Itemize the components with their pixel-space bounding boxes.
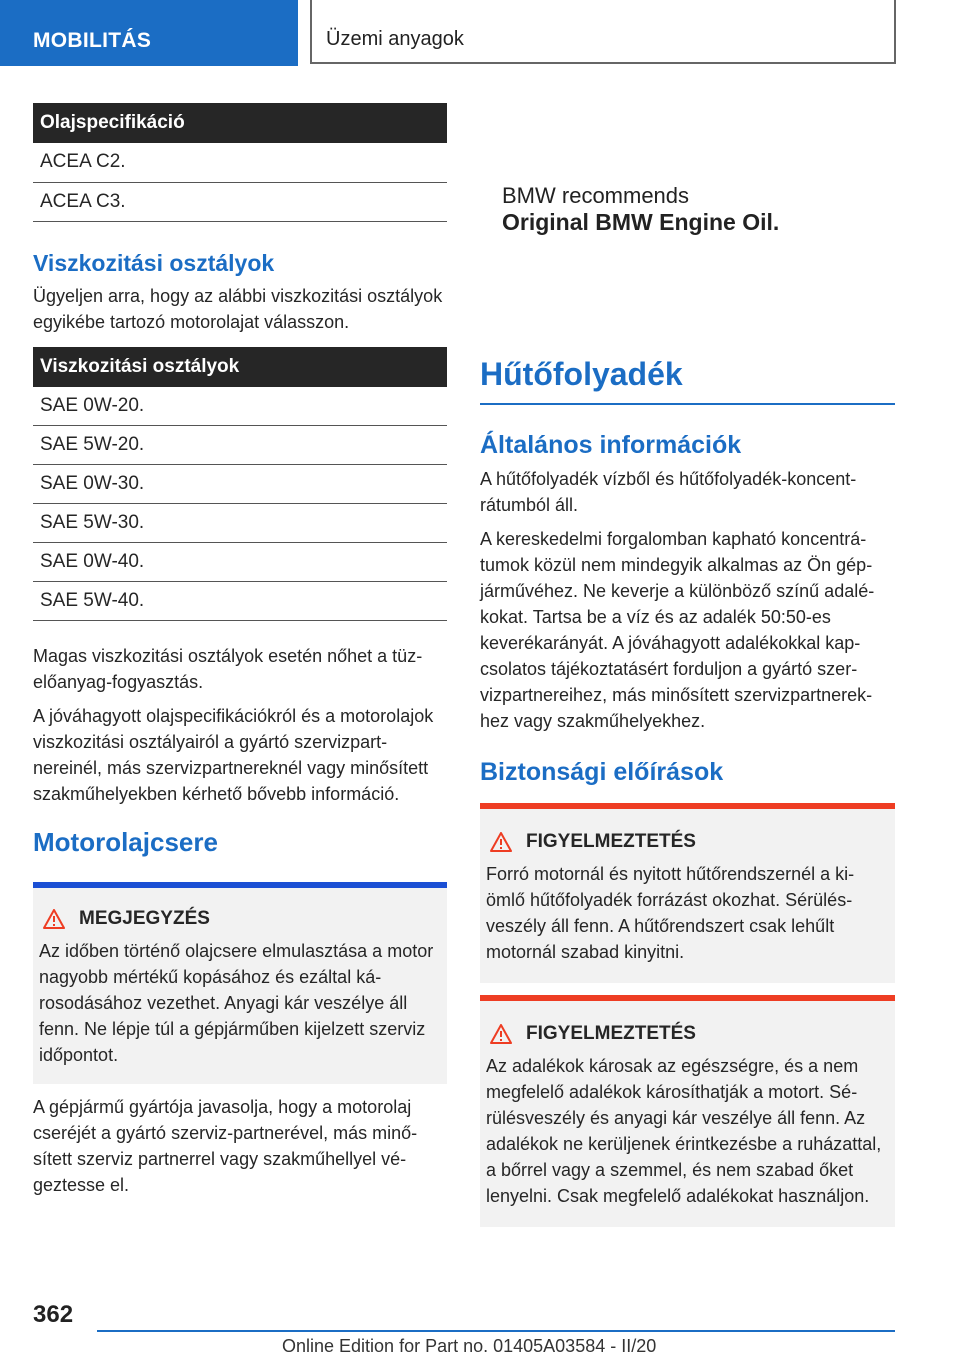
- note-title: [39, 908, 437, 930]
- general-info-paragraph-1: A hűtőfolyadék vízből és hűtőfolyadék-koncentrátumból áll.: [480, 469, 857, 515]
- warning-triangle-icon: [490, 832, 512, 852]
- left-column: [33, 103, 447, 1206]
- page-number: 362: [33, 1301, 74, 1328]
- warning-title: [486, 1023, 885, 1045]
- table-row: SAE 0W-40.: [33, 543, 447, 582]
- approved-specs-paragraph: A jóváhagyott olajspecifikációkról és a motorolajok viszkozitási osztályairól a gyártó szervizpartnereinél, más szervizpartnereknél vagy minősített szakműhelyekben kérhető bővebb információ.: [33, 706, 434, 804]
- coolant-heading: Hűtőfolyadék: [480, 356, 895, 405]
- general-info-heading: Általános információk: [480, 431, 742, 459]
- table-header: Olajspecifikáció: [33, 103, 447, 143]
- table-header: Viszkozitási osztályok: [33, 347, 447, 387]
- footer-edition: Online Edition for Part no. 01405A03584 - II/20: [282, 1336, 657, 1356]
- table-row: ACEA C2.: [33, 143, 447, 182]
- oil-change-recommendation: A gépjármű gyártója javasolja, hogy a motorolaj cseréjét a gyártó szerviz-partnerével, más minősített szerviz partnerrel vagy szakműhellyel végeztesse el.: [33, 1097, 418, 1195]
- note-text: Az időben történő olajcsere elmulasztása a motor nagyobb mértékű kopásához és ezáltal károsodásához vezethet. Anyagi kár veszélye áll fenn. Ne lépje túl a gépjárműben kijelzett szerviz időpontot.: [39, 941, 434, 1065]
- warning-text: Az adalékok károsak az egészségre, és a nem megfelelő adalékok károsíthatják a motort. Sérülésveszély és anyagi kár veszélye áll fenn. Az adalékok ne kerüljenek érintkezésbe a ruházattal, a bőrrel vagy a szemmel, és nem szabad őket lenyelni. Csak megfelelő adalékokat használjon.: [486, 1056, 882, 1206]
- warning-title-text: FIGYELMEZTETÉS: [526, 831, 696, 852]
- bmw-oil-text: Original BMW Engine Oil.: [502, 209, 780, 235]
- bmw-recommendation: [502, 183, 895, 236]
- viscosity-table: [33, 347, 447, 622]
- oil-change-heading: Motorolajcsere: [33, 827, 218, 857]
- footer-divider: [97, 1330, 895, 1332]
- table-row: SAE 0W-20.: [33, 387, 447, 426]
- note-box: [33, 882, 447, 1084]
- warning-triangle-icon: [490, 1024, 512, 1044]
- viscosity-heading: Viszkozitási osztályok: [33, 249, 275, 276]
- warning-box-2: [480, 995, 895, 1227]
- section-tab[interactable]: MOBILITÁS: [0, 0, 298, 66]
- oil-spec-table: [33, 103, 447, 222]
- note-title-text: MEGJEGYZÉS: [79, 908, 210, 929]
- table-row: SAE 5W-40.: [33, 582, 447, 621]
- table-row: SAE 5W-30.: [33, 504, 447, 543]
- table-row: ACEA C3.: [33, 182, 447, 221]
- table-row: SAE 5W-20.: [33, 426, 447, 465]
- warning-triangle-icon: [43, 909, 65, 929]
- page-header: [0, 0, 960, 66]
- warning-text: Forró motornál és nyitott hűtőrendszernél a kiömlő hűtőfolyadék forrázást okozhat. Sérülésveszély áll fenn. A hűtőrendszert csak lehűlt motornál szabad kinyitni.: [486, 864, 855, 962]
- subsection-title: Üzemi anyagok: [310, 0, 896, 64]
- safety-heading: Biztonsági előírások: [480, 758, 724, 786]
- warning-title: [486, 831, 885, 853]
- warning-title-text: FIGYELMEZTETÉS: [526, 1023, 696, 1044]
- general-info-paragraph-2: A kereskedelmi forgalomban kapható koncentrátumok közül nem mindegyik alkalmas az Ön gépjárművéhez. Ne keverje a különböző színű adalékokat. Tartsa be a víz és az adalék 50:50-es keverékarányát. A jóváhagyott adalékokkal kapcsolatos tájékoztatásért forduljon a gyártó szervizpartnereihez, más minősített szervizpartnerekhez vagy szakműhelyekhez.: [480, 529, 875, 731]
- right-column: [480, 103, 895, 1227]
- table-row: SAE 0W-30.: [33, 465, 447, 504]
- fuel-consumption-paragraph: Magas viszkozitási osztályok esetén nőhet a tüzelőanyag-fogyasztás.: [33, 646, 423, 692]
- viscosity-intro: Ügyeljen arra, hogy az alábbi viszkozitási osztályok egyikébe tartozó motorolajat válasszon.: [33, 285, 443, 332]
- warning-box-1: [480, 803, 895, 983]
- bmw-recommends-text: BMW recommends: [502, 183, 690, 208]
